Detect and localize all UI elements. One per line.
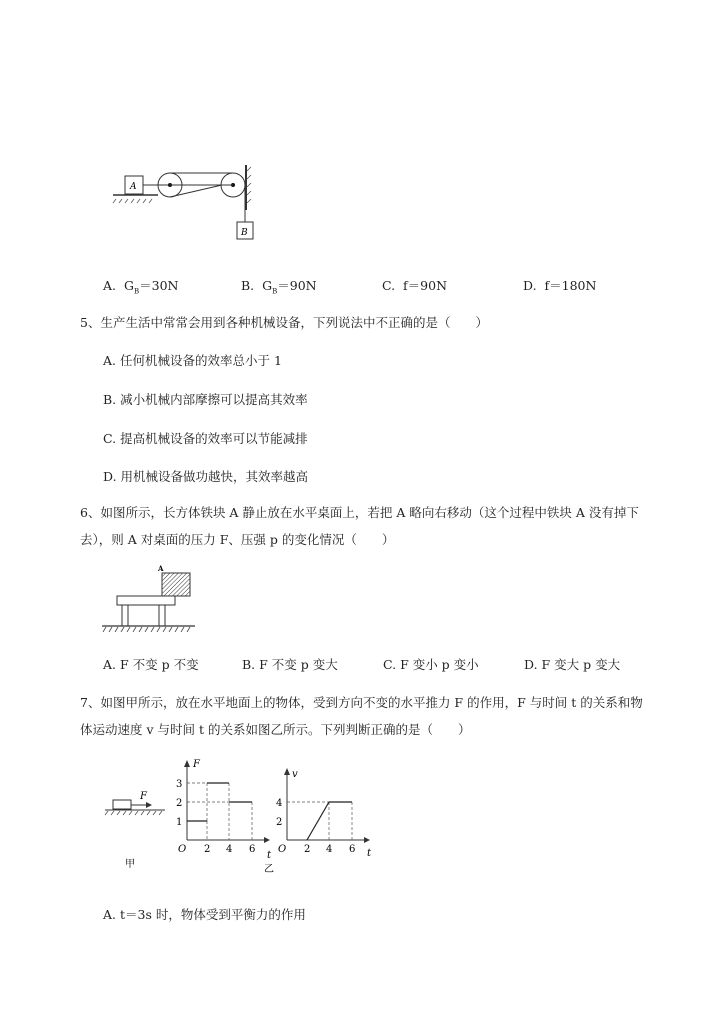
option-text: f＝90N xyxy=(403,278,448,293)
option-letter: B. xyxy=(241,278,255,293)
q4-option-b[interactable] xyxy=(241,276,317,296)
q6-stem-line1: 6、如图所示，长方体铁块 A 静止放在水平桌面上，若把 A 略向右移动（这个过程中铁块 A 没有掉下 xyxy=(80,505,639,520)
pulley-figure xyxy=(110,165,270,245)
q7-stem-line2: 体运动速度 v 与时间 t 的关系如图乙所示。下列判断正确的是（ ） xyxy=(80,722,471,737)
label-jia: 甲 xyxy=(125,859,135,870)
g1-xtick: 2 xyxy=(204,844,211,855)
force-label: F xyxy=(140,791,147,802)
g1-ytick: 2 xyxy=(176,798,183,809)
g1-xlabel: t xyxy=(267,850,272,861)
g2-ylabel: v xyxy=(292,769,298,780)
option-letter: A. xyxy=(103,278,117,293)
q6-option-a[interactable]: A. F 不变 p 不变 xyxy=(103,657,199,672)
option-text: G xyxy=(262,278,273,293)
option-letter: C. xyxy=(382,278,396,293)
option-sub: B xyxy=(133,287,140,296)
option-rest: ＝30N xyxy=(139,278,179,293)
g1-ytick: 1 xyxy=(176,817,183,828)
g1-ytick: 3 xyxy=(176,779,183,790)
g2-xlabel: t xyxy=(367,848,372,859)
q5-stem: 5、生产生活中常常会用到各种机械设备，下列说法中不正确的是（ ） xyxy=(80,315,488,330)
block-b-label: B xyxy=(241,228,248,238)
q5-option-d[interactable]: D. 用机械设备做功越快，其效率越高 xyxy=(103,469,309,484)
force-velocity-figure xyxy=(100,755,390,880)
block-label: A xyxy=(158,564,164,573)
g1-xtick: 6 xyxy=(249,844,256,855)
option-rest: ＝90N xyxy=(277,278,317,293)
q5-option-b[interactable]: B. 减小机械内部摩擦可以提高其效率 xyxy=(103,392,308,407)
label-yi: 乙 xyxy=(264,864,274,875)
option-sub: B xyxy=(272,287,278,296)
q7-option-a[interactable]: A. t＝3s 时，物体受到平衡力的作用 xyxy=(103,907,306,922)
q4-option-d[interactable] xyxy=(523,276,596,294)
g2-xtick: 6 xyxy=(349,844,356,855)
g1-ylabel: F xyxy=(193,759,200,770)
option-text: G xyxy=(123,278,134,293)
q6-option-c[interactable]: C. F 变小 p 变小 xyxy=(383,657,479,672)
option-letter: D. xyxy=(523,278,537,293)
q4-option-c[interactable] xyxy=(382,276,447,294)
g2-xtick: 2 xyxy=(304,844,311,855)
q4-option-a[interactable] xyxy=(103,276,178,296)
q5-option-a[interactable]: A. 任何机械设备的效率总小于 1 xyxy=(103,353,282,368)
q5-option-c[interactable]: C. 提高机械设备的效率可以节能减排 xyxy=(103,431,308,446)
q7-stem-line1: 7、如图甲所示，放在水平地面上的物体，受到方向不变的水平推力 F 的作用，F 与时间 t 的关系和物 xyxy=(80,695,643,710)
q6-stem-line2: 去），则 A 对桌面的压力 F、压强 p 的变化情况（ ） xyxy=(80,532,395,547)
block-a-label: A xyxy=(130,182,137,192)
g2-xtick: 4 xyxy=(326,844,333,855)
g1-origin: O xyxy=(178,844,187,855)
g2-ytick: 2 xyxy=(276,817,283,828)
q6-option-b[interactable]: B. F 不变 p 变大 xyxy=(242,657,338,672)
g2-ytick: 4 xyxy=(276,798,283,809)
q6-option-d[interactable]: D. F 变大 p 变大 xyxy=(524,657,621,672)
g2-origin: O xyxy=(278,844,287,855)
table-block-figure xyxy=(100,562,200,632)
option-text: f＝180N xyxy=(544,278,597,293)
g1-xtick: 4 xyxy=(226,844,233,855)
